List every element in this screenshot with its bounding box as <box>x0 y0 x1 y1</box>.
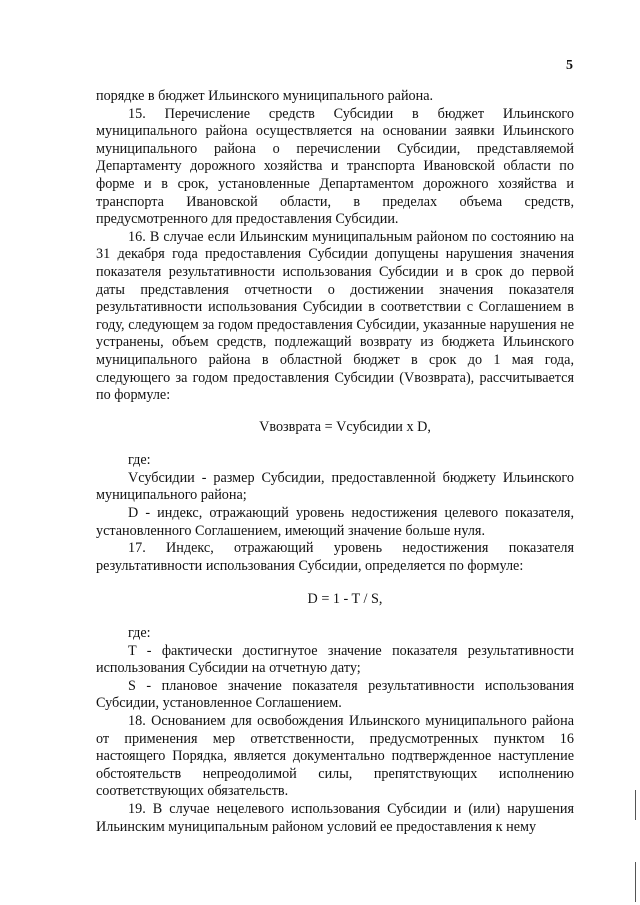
definition-t-actual: T - фактически достигнутое значение показателя результативности использования Субсидии на отчетную дату; <box>96 642 574 677</box>
where-label-2: где: <box>128 625 151 642</box>
paragraph-continuation: порядке в бюджет Ильинского муниципального района. <box>96 88 434 104</box>
definition-s-planned: S - плановое значение показателя результативности использования Субсидии, установленное Соглашением. <box>96 677 574 712</box>
definition-d-index: D - индекс, отражающий уровень недостижения целевого показателя, установленного Соглашением, имеющий значение больше нуля. <box>96 505 574 539</box>
scan-edge-mark <box>635 862 636 902</box>
formula-refund: Vвозврата = Vсубсидии x D, <box>259 418 431 435</box>
definition-v-subsidy: Vсубсидии - размер Субсидии, предоставленной бюджету Ильинского муниципального района; <box>96 469 574 504</box>
document-body <box>96 88 574 836</box>
scan-edge-mark <box>635 790 636 820</box>
paragraph-17: 17. Индекс, отражающий уровень недостижения показателя результативности использования Субсидии, определяется по формуле: <box>96 540 574 574</box>
where-label-1: где: <box>128 452 151 469</box>
paragraph-16: 16. В случае если Ильинским муниципальным районом по состоянию на 31 декабря года предоставления Субсидии допущены нарушения значения показателя результативности использования Субсидии и в срок до первой даты представления отчетности о достижении значения показателя результативности использования Субсидии в соответствии с Соглашением в году, следующем за годом предоставления Субсидии, указанные нарушения не устранены, объем средств, подлежащий возврату из бюджета Ильинского муниципального района в областной бюджет в срок до 1 мая года, следующего за годом предоставления Субсидии (Vвозврата), рассчитывается по формуле: <box>96 228 574 404</box>
formula-index: D = 1 - T / S, <box>307 591 383 608</box>
paragraph-18: 18. Основанием для освобождения Ильинского муниципального района от применения мер ответственности, предусмотренных пунктом 16 настоящего Порядка, является документально подтвержденное наступление обстоятельств непреодолимой силы, препятствующих исполнению соответствующих обязательств. <box>96 713 574 800</box>
paragraph-15: 15. Перечисление средств Субсидии в бюджет Ильинского муниципального района осуществляется на основании заявки Ильинского муниципального района о перечислении Субсидии, представляемой Департаменту дорожного хозяйства и транспорта Ивановской области по форме и в срок, установленные Департаментом дорожного хозяйства и транспорта Ивановской области, в пределах объема средств, предусмотренного для предоставления Субсидии. <box>96 105 574 228</box>
page-number: 5 <box>566 58 573 73</box>
paragraph-19: 19. В случае нецелевого использования Субсидии и (или) нарушения Ильинским муниципальным районом условий ее предоставления к нему <box>96 800 574 835</box>
